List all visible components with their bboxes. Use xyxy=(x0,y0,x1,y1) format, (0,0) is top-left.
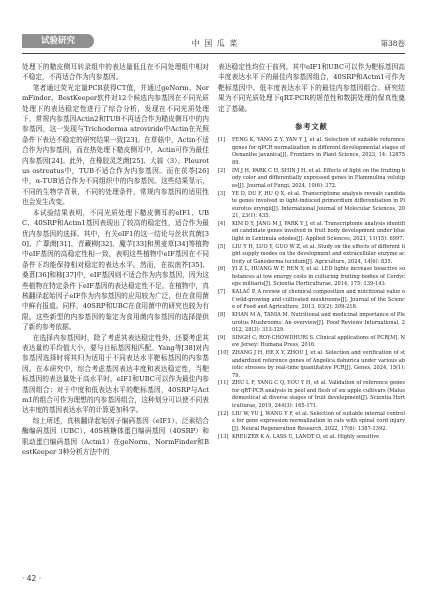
reference-item xyxy=(218,312,405,335)
reference-text: LIU W, YU J, WANG Y F, et al. Selection of suitable internal controls for gene expression normalization in rats with spinal cord injury[J]. Neural Regeneration Research, 2022, 17(6): 1387-1392. xyxy=(232,410,405,432)
reference-item xyxy=(218,221,405,244)
body-paragraph: 表达稳定性均位于前列。其中eIF1和UBC可以作为靶标基因高丰度表达水平下的最佳内参基因组合，40SRP和Actm1可作为靶标基因中、低丰度表达水平下的最佳内参基因组合。研究结果为不同光质处理下qRT-PCR的规范性和数据处理的保真性奠定了基础。 xyxy=(218,63,405,113)
references-title: 参考文献 xyxy=(295,122,328,132)
reference-number: [9] xyxy=(218,334,226,341)
reference-item xyxy=(218,266,405,289)
reference-number: [8] xyxy=(218,312,226,319)
reference-number: [11] xyxy=(218,380,229,387)
journal-name: 中 国 瓜 菜 xyxy=(191,39,239,48)
reference-number: [12] xyxy=(218,410,229,417)
body-paragraph: 在选择内参基因时，除了考虑其表达稳定性外，还要考虑其表达量的平均值大小，要与目标基因相匹配。Yang等[38]对内参基因选择时将其归为适用于不同表达水平靶标基因的内参基因。在本研究中，综合考虑基因表达丰度和表达稳定性，当靶标基因的表达量处于高水平时，eIF1和UBC可以作为最佳内参基因组合；对于中度和低表达水平的靶标基因，40SRP与Actm1的组合可作为理想的内参基因组合，这种划分可以使不同表达丰度的基因表达水平的计算更加科学。 xyxy=(22,333,209,415)
reference-item xyxy=(218,244,405,267)
page-header xyxy=(0,0,427,58)
reference-list xyxy=(218,137,405,441)
reference-text: YI Z L, HUANG W F, REN Y, et al. LED lights increase bioactive substances at low energy costs in culturing fruiting bodies of Cordyceps militaris[J]. Scientia Horticulturae, 2014, 175: 139-143. xyxy=(232,266,405,288)
reference-item xyxy=(218,434,405,442)
reference-text: IM J H, PARK C H, SHIN J H, et al. Effects of light on the fruiting body color and differentially expressed genes in Flammulina velutipes[J]. Journal of Fungi, 2024, 10(6): 372. xyxy=(232,167,406,189)
right-column xyxy=(218,62,405,441)
reference-number: [2] xyxy=(218,167,226,174)
reference-item xyxy=(218,289,405,312)
left-column xyxy=(22,62,209,457)
reference-item xyxy=(218,380,405,410)
reference-number: [1] xyxy=(218,137,226,144)
reference-item xyxy=(218,335,405,350)
reference-text: FENG K, YANG Z Y, YAN Y J, et al. Selection of suitable reference genes for qPCR normalization in different developmental stages of Oenanthe javanica[J]. Frontiers in Plant Science, 2023, 14: 1287589. xyxy=(232,137,405,166)
reference-text: ZHANG J H, HE X Y, ZHOU J, et al. Selection and verification of standardized reference genes of Angelica dahurica under various abiotic stresses by real-time quantitative PCR[J]. Genes, 2024, 15(1): 79. xyxy=(232,350,405,379)
reference-item xyxy=(218,137,405,167)
page-number: · 42 · xyxy=(22,574,42,583)
reference-text: YE D, DU F, HU Q X, et al. Transcriptome analysis reveals candidate genes involved in light-induced primordium differentiation in Pleurotus eryngii[J]. International Journal of Molecular Sciences, 2021, 23(1): 435. xyxy=(232,190,405,220)
reference-text: KALAČ P. A review of chemical composition and nutritional value of wild-growing and cultivated mushrooms[J]. Journal of the Science of Food and Agriculture, 2013, 93(2): 209-218. xyxy=(232,289,405,311)
body-paragraph: 本试验结果表明，不同光质处理下糙皮侧耳的eIF1、UBC、40SRP和Actm1基因表现出了较高的稳定性，适合作为最优内参基因的选择。其中，有关eIF1的这一结论与丝状真菌[30]、广蕈菌[31]、青藏柳[32]、魔芋[33]和黑麦草[34]等植物中eIF基因的高稳定性相一致，表明这些植物中eIF基因在不同条件下均能保持相对稳定的表达水平。然而，在拟南芥[35]、桑葚[36]和柿[37]中，eIF基因则不适合作为内参基因，因为这些植物在特定条件下eIF基因的表达稳定性不足。在植物中，真核翻译起始因子eIF作为内参基因的应用较为广泛，但在食用菌中鲜有报道。同样，40SRP和UBC在食用菌中的研究也较为有限。这些新型的内参基因的鉴定为食用菌内参基因的选择提供了新的参考依据。 xyxy=(22,208,209,332)
reference-number: [4] xyxy=(218,220,226,227)
reference-number: [7] xyxy=(218,289,226,296)
reference-number: [10] xyxy=(218,350,229,357)
reference-text: SINGH C, ROY-CHOWDHURI S. Clinical applications of PCR[M]. New Jersey: Humana Press, 2016. xyxy=(232,334,405,349)
reference-text: ZHU L F, YANG C Q, YOU Y H, et al. Validation of reference genes for qRT-PCR analysis in peel and flesh of six apple cultivars (Malus domestica) at diverse stages of fruit development[J]. Scientia Horticulturae, 2019, 244(3): 165-171. xyxy=(232,380,405,409)
reference-text: KREUZER K A, LASS U, LANDT O, et al. Highly sensitive xyxy=(232,433,380,440)
reference-number: [13] xyxy=(218,433,229,440)
reference-item xyxy=(218,191,405,221)
section-tag: 试验研究 xyxy=(22,34,94,48)
reference-item xyxy=(218,350,405,380)
volume-label: 第38卷 xyxy=(380,39,405,48)
reference-number: [5] xyxy=(218,243,226,250)
body-paragraph: 处理下的糙皮侧耳转录组中的表达量低且在不同处理组中相对不稳定，不再适合作为内参基因。 xyxy=(22,63,209,82)
reference-text: LIU Y H, LUO Y, GUO W Z, et al. Study on the effects of different light supply modes on the development and extracellular enzyme activity of Ganoderma lucidum[J]. Agriculture, 2024, 14(6): 835. xyxy=(232,243,405,265)
reference-number: [3] xyxy=(218,190,226,197)
header-divider xyxy=(22,53,405,54)
reference-item xyxy=(218,411,405,434)
body-paragraph: 综上所述，真核翻译起始因子编码基因（eIF1）、泛素结合酶编码基因（UBC）、40S核糖体蛋白编码基因（40SRP）和肌动蛋白编码基因（Actm1）在geNorm、NormFinder和BestKeeper 3种分析方法中的 xyxy=(22,416,209,457)
reference-number: [6] xyxy=(218,266,226,273)
body-paragraph: 笔者通过荧光定量PCR获得CT值，并通过geNorm、NormFinder、BestKeeper软件对12个候选内参基因在不同光质处理下的表达稳定性进行了综合分析，发现在不同光质处理下，常规内参基因Actin2和TUB不再适合作为糙皮侧耳中的内参基因，这一发现与Trichoderma atroviride中Actin在光照条件下表达不稳定的研究结果一致[23]。在草菇中，Actin不适合作为内参基因，而在热处理下糙皮侧耳中，Actin可作为最佳内参基因[24]。此外，在橡胶灵芝菌[25]、大蒜（3）、Pleurotus ostreatus中，TUB不适合作为内参基因。而在茯苓[26]中，α-TUB适合作为不同组织中的内参基因。这些结果显示，不同的生物学背景，不同的处理条件，常规内参基因的适用性也会发生改变。 xyxy=(22,83,209,207)
reference-item xyxy=(218,168,405,191)
reference-text: KIM D Y, JANG M J, PARK Y J, et al. Transcriptome analysis identified candidate genes involved in fruit body development under blue light in Lentinula edodes[J]. Applied Sciences, 2021, 11(15): 6997. xyxy=(232,220,405,242)
reference-text: KHAN M A, TANIA M. Nutritional and medicinal importance of Pleurotus Mushrooms: An overview[J]. Food Reviews International, 2012, 28(3): 313-329. xyxy=(232,312,405,334)
